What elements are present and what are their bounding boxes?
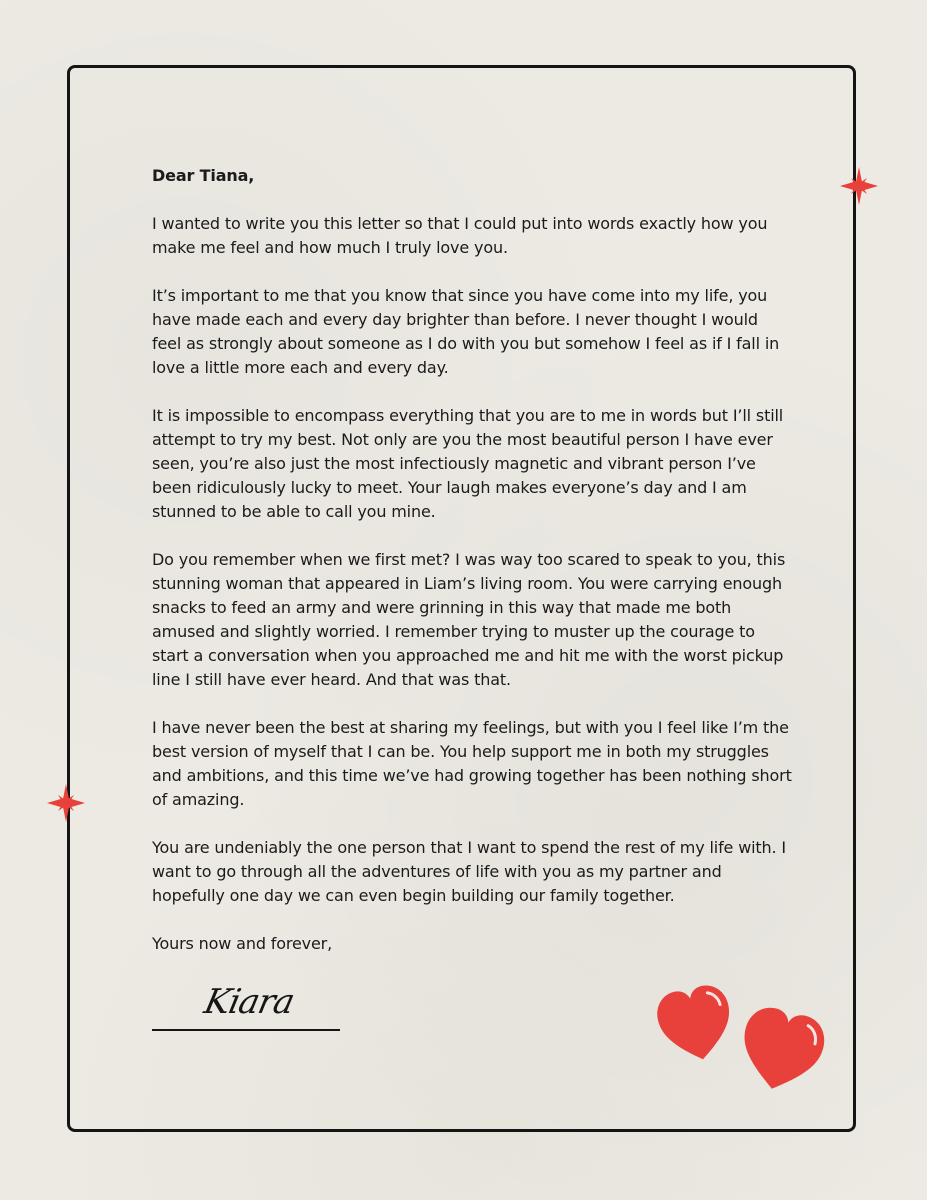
heart-icon — [656, 982, 738, 1067]
four-point-star-icon — [840, 167, 878, 205]
signature-line — [152, 1029, 340, 1031]
letter-paragraph-2: It’s important to me that you know that since you have come into my life, you have made each and every day brighter than before. I never thought I would feel as strongly about someone as I do with you but somehow I feel as if I fall in love a little more each and every day. — [152, 286, 780, 377]
closing-line: Yours now and forever, — [152, 934, 333, 953]
salutation: Dear Tiana, — [152, 166, 255, 185]
hearts-decoration — [656, 982, 828, 1094]
letter-paragraph-5: I have never been the best at sharing my feelings, but with you I feel like I’m the best version of myself that I can be. You help support me in both my struggles and ambitions, and this time we’ve had growing together has been nothing short of amazing. — [152, 718, 792, 809]
letter-paragraph-4: Do you remember when we first met? I was way too scared to speak to you, this stunning woman that appeared in Liam’s living room. You were carrying enough snacks to feed an army and were grinning in this way that made me both amused and slightly worried. I remember trying to muster up the courage to start a conversation when you approached me and hit me with the worst pickup line I still have ever heard. And that was that. — [152, 550, 786, 689]
letter-paragraph-1: I wanted to write you this letter so that I could put into words exactly how you make me feel and how much I truly love you. — [152, 214, 768, 257]
heart-icon — [733, 1002, 828, 1094]
signature: Kiara — [200, 982, 298, 1022]
letter-body — [152, 164, 792, 956]
letter-paragraph-3: It is impossible to encompass everything that you are to me in words but I’ll still attempt to try my best. Not only are you the most beautiful person I have ever seen, you’re also just the most infectiously magnetic and vibrant person I’ve been ridiculously lucky to meet. Your laugh makes everyone’s day and I am stunned to be able to call you mine. — [152, 406, 784, 521]
letter-paragraph-6: You are undeniably the one person that I want to spend the rest of my life with. I want to go through all the adventures of life with you as my partner and hopefully one day we can even begin building our family together. — [152, 838, 786, 905]
four-point-star-icon — [47, 784, 85, 822]
